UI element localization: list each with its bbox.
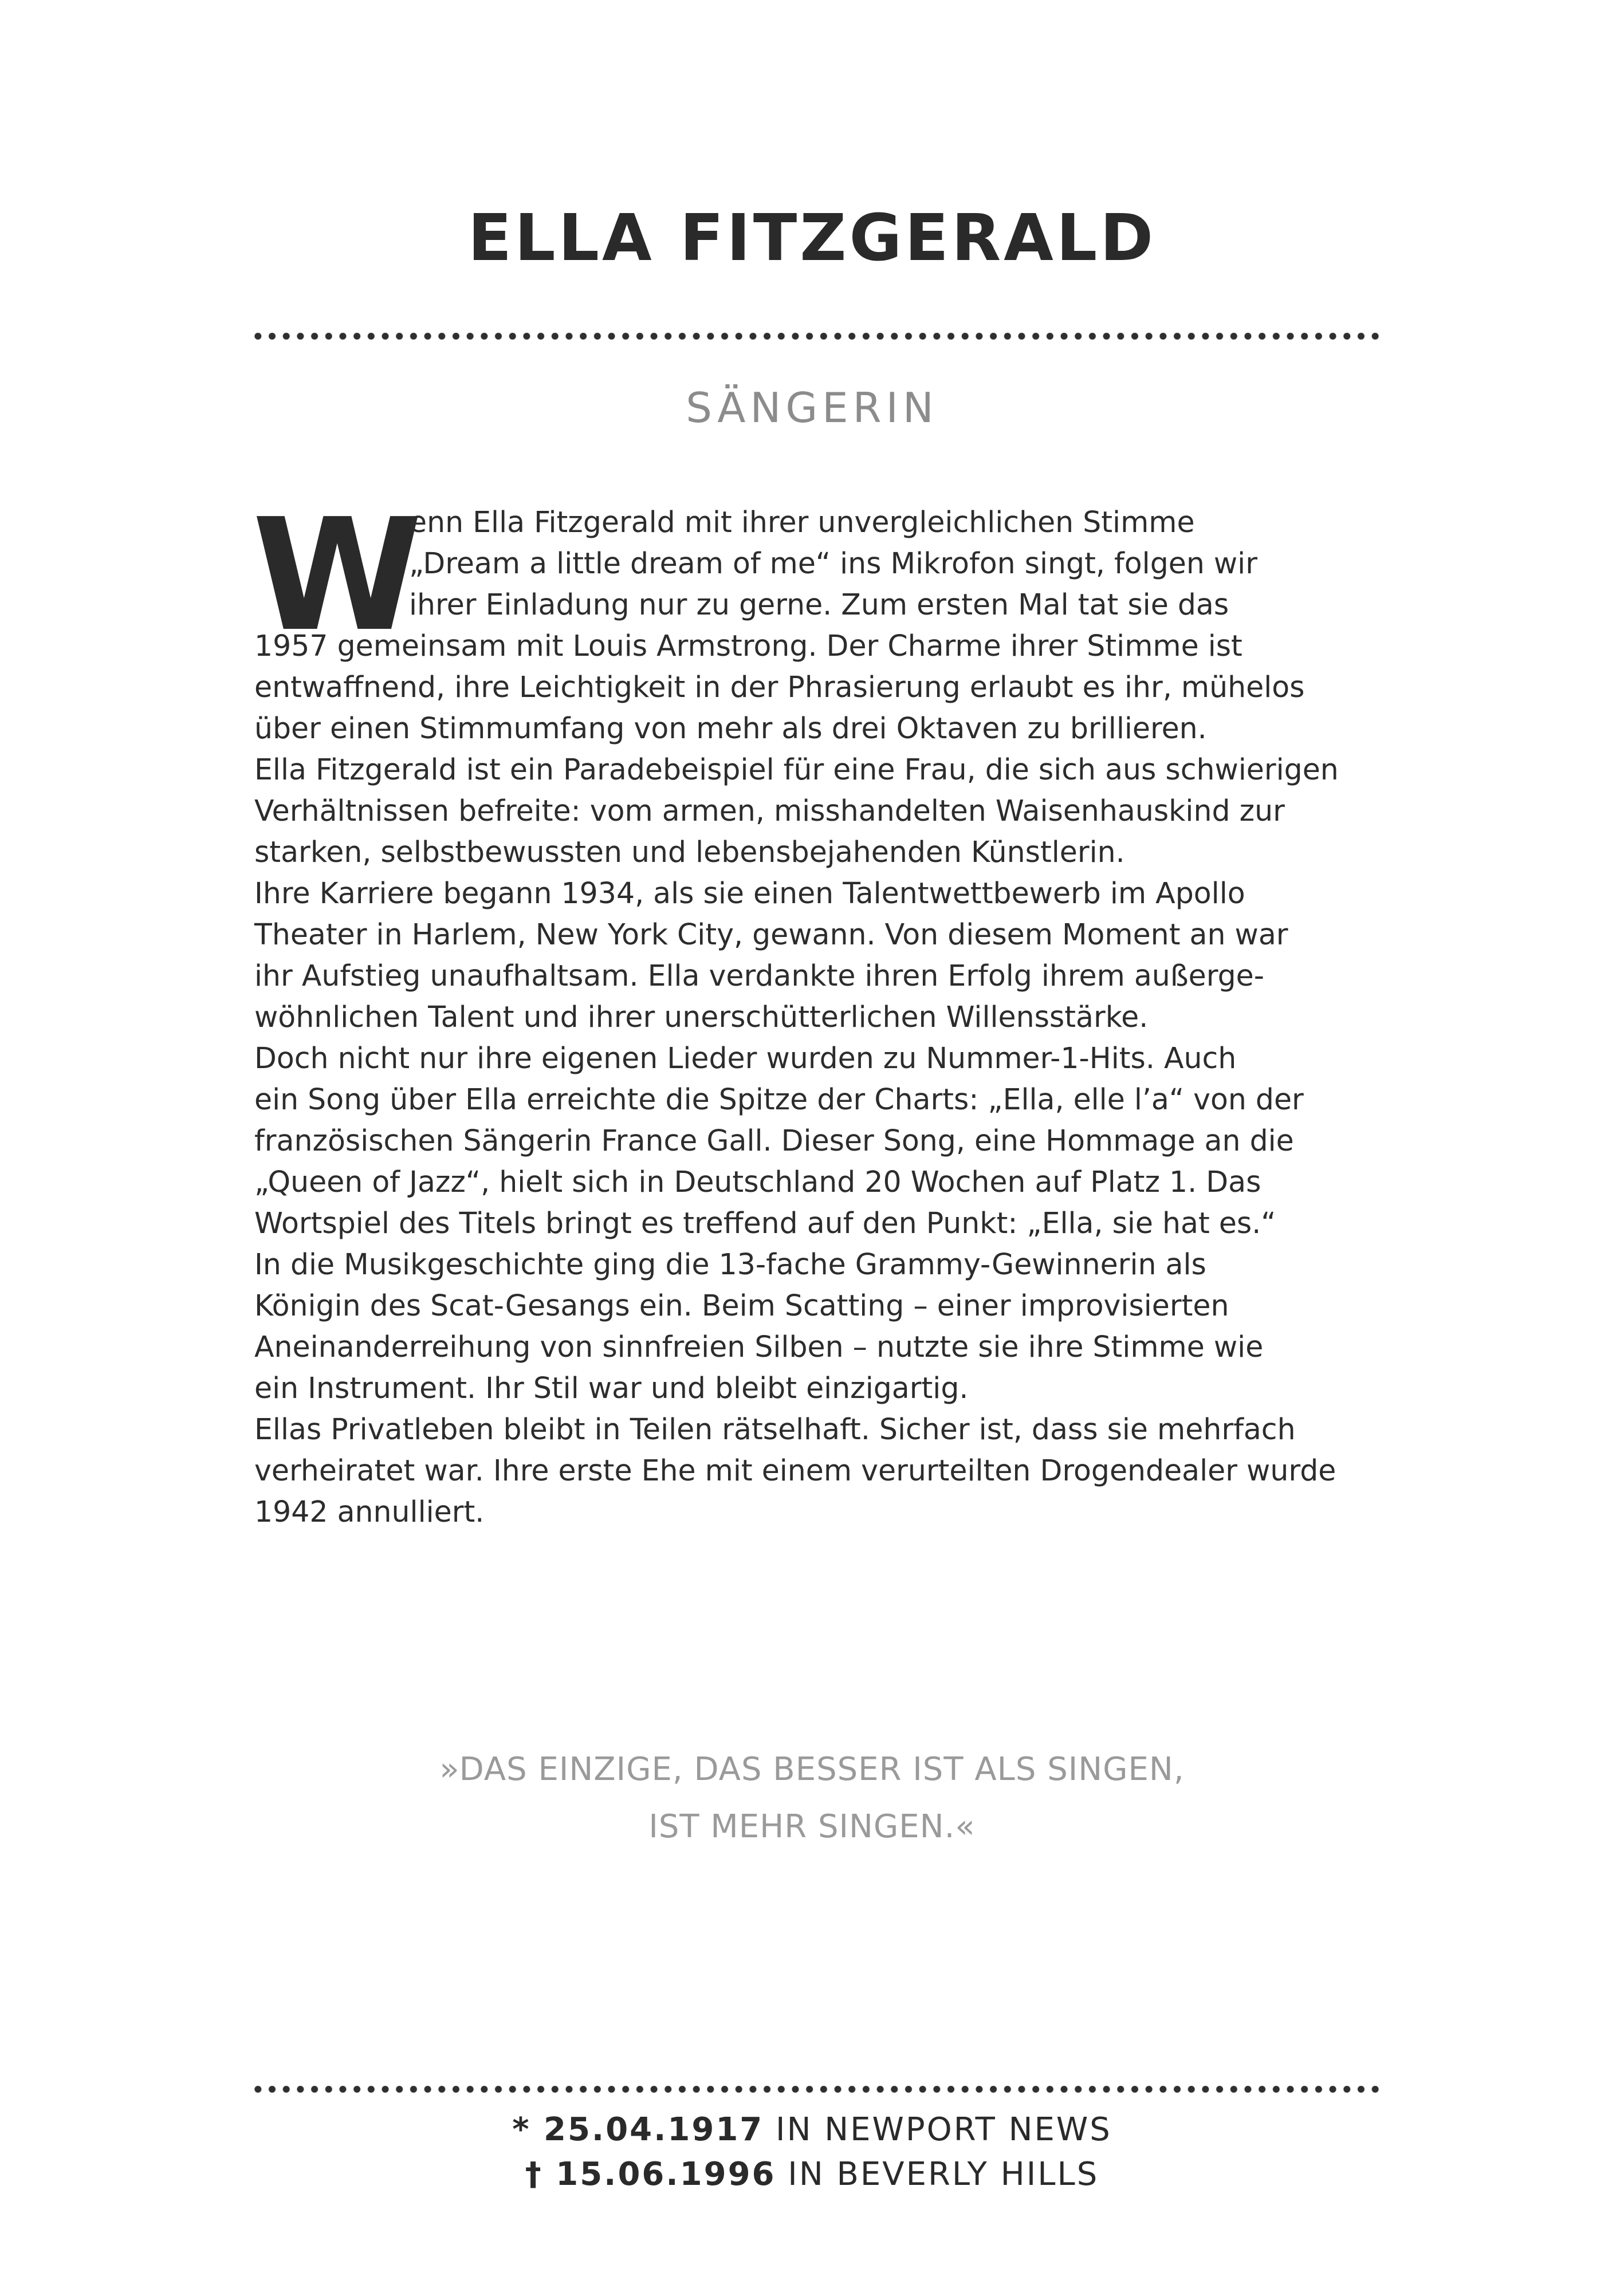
body-line: ihr Aufstieg unaufhaltsam. Ella verdankte ihren Erfolg ihrem außerge- (254, 959, 1264, 993)
body-line: Königin des Scat-Gesangs ein. Beim Scatting – einer improvisierten (254, 1289, 1229, 1322)
death-date: 15.06.1996 (556, 2156, 776, 2193)
body-line: Doch nicht nur ihre eigenen Lieder wurden zu Nummer-1-Hits. Auch (254, 1041, 1237, 1075)
body-line: Wortspiel des Titels bringt es treffend auf den Punkt: „Ella, sie hat es.“ (254, 1206, 1276, 1240)
body-line: „Dream a little dream of me“ ins Mikrofon singt, folgen wir (409, 546, 1257, 580)
body-line: „Queen of Jazz“, hielt sich in Deutschland 20 Wochen auf Platz 1. Das (254, 1165, 1261, 1199)
body-line: französischen Sängerin France Gall. Dieser Song, eine Hommage an die (254, 1124, 1294, 1157)
dotted-divider-bottom (251, 2086, 1383, 2093)
body-line: Ihre Karriere begann 1934, als sie einen Talentwettbewerb im Apollo (254, 876, 1245, 910)
body-line: ein Song über Ella erreichte die Spitze der Charts: „Ella, elle l’a“ von der (254, 1082, 1304, 1116)
page-title: ELLA FITZGERALD (467, 201, 1157, 275)
birth-line (0, 2108, 1624, 2152)
pull-quote (0, 1741, 1624, 1856)
quote-line-1: »DAS EINZIGE, DAS BESSER IST ALS SINGEN, (439, 1751, 1185, 1788)
quote-line-2: IST MEHR SINGEN.« (648, 1808, 976, 1845)
body-line: Theater in Harlem, New York City, gewann. Von diesem Moment an war (254, 917, 1288, 951)
body-line: 1957 gemeinsam mit Louis Armstrong. Der Charme ihrer Stimme ist (254, 629, 1242, 663)
body-line: Ellas Privatleben bleibt in Teilen rätselhaft. Sicher ist, dass sie mehrfach (254, 1412, 1296, 1446)
body-line: wöhnlichen Talent und ihrer unerschütterlichen Willensstärke. (254, 1000, 1149, 1034)
body-line: In die Musikgeschichte ging die 13-fache Grammy-Gewinnerin als (254, 1247, 1206, 1281)
body-line: ihrer Einladung nur zu gerne. Zum ersten Mal tat sie das (409, 588, 1229, 621)
body-line: Verhältnissen befreite: vom armen, misshandelten Waisenhauskind zur (254, 794, 1285, 828)
drop-cap: W (252, 485, 417, 665)
body-line: ein Instrument. Ihr Stil war und bleibt einzigartig. (254, 1371, 969, 1405)
body-line: entwaffnend, ihre Leichtigkeit in der Phrasierung erlaubt es ihr, mühelos (254, 670, 1305, 704)
body-line: über einen Stimmumfang von mehr als drei Oktaven zu brillieren. (254, 711, 1207, 745)
life-dates (0, 2108, 1624, 2197)
page-subtitle: SÄNGERIN (686, 384, 938, 432)
body-line: verheiratet war. Ihre erste Ehe mit einem verurteilten Drogendealer wurde (254, 1454, 1336, 1487)
body-line: enn Ella Fitzgerald mit ihrer unvergleichlichen Stimme (409, 505, 1195, 539)
death-place: IN BEVERLY HILLS (776, 2156, 1099, 2193)
birth-place: IN NEWPORT NEWS (764, 2111, 1112, 2148)
body-line: Aneinanderreihung von sinnfreien Silben – nutzte sie ihre Stimme wie (254, 1330, 1264, 1364)
death-line (0, 2152, 1624, 2197)
body-line: Ella Fitzgerald ist ein Paradebeispiel für eine Frau, die sich aus schwierigen (254, 753, 1339, 786)
body-line: starken, selbstbewussten und lebensbejahenden Künstlerin. (254, 835, 1125, 869)
death-prefix: † (525, 2156, 556, 2193)
dotted-divider-top (251, 333, 1383, 340)
body-line: 1942 annulliert. (254, 1495, 485, 1529)
article-body (254, 502, 1394, 1533)
birth-date: 25.04.1917 (543, 2111, 764, 2148)
birth-prefix: * (512, 2111, 544, 2148)
